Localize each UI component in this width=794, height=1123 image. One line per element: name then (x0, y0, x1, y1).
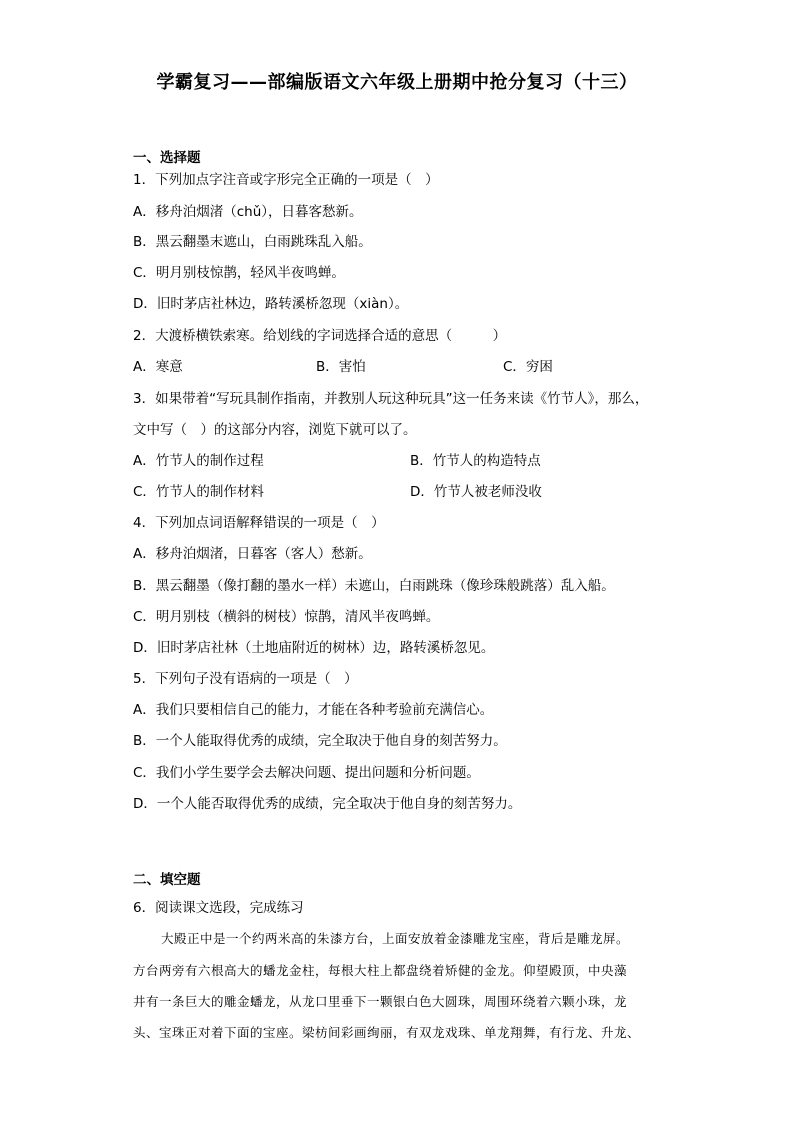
question-1-stem: 1．下列加点字注音或字形完全正确的一项是（ ） (133, 172, 439, 188)
question-4-option-d: D．旧时茅店社林（土地庙附近的树林）边，路转溪桥忽见。 (133, 640, 495, 656)
question-1-option-c: C．明月别枝惊鹊，轻风半夜鸣蝉。 (133, 265, 345, 281)
question-5-option-b: B．一个人能取得优秀的成绩，完全取决于他自身的刻苦努力。 (133, 733, 507, 749)
question-5-option-d: D．一个人能否取得优秀的成绩，完全取决于他自身的刻苦努力。 (133, 796, 522, 812)
question-4-option-b: B．黑云翻墨（像打翻的墨水一样）未遮山，白雨跳珠（像珍珠般跳落）乱入船。 (133, 578, 615, 594)
page-title: 学霸复习——部编版语文六年级上册期中抢分复习（十三） (156, 72, 638, 93)
question-3-option-a: A．竹节人的制作过程 (133, 453, 264, 469)
question-3-option-b: B．竹节人的构造特点 (410, 453, 541, 469)
question-5-stem: 5．下列句子没有语病的一项是（ ） (133, 671, 358, 687)
question-4-option-a: A．移舟泊烟渚，日暮客（客人）愁新。 (133, 546, 372, 562)
question-6-stem: 6．阅读课文选段，完成练习 (133, 900, 304, 916)
question-1-option-a: A．移舟泊烟渚（chǔ），日暮客愁新。 (133, 204, 363, 220)
question-2-option-a: A．寒意 (133, 359, 183, 375)
question-3-option-d: D．竹节人被老师没收 (410, 484, 542, 500)
question-4-stem: 4．下列加点词语解释错误的一项是（ ） (133, 515, 385, 531)
passage-line-4: 头、宝珠正对着下面的宝座。梁枋间彩画绚丽，有双龙戏珠、单龙翔舞，有行龙、升龙、 (133, 1025, 641, 1040)
question-5-option-c: C．我们小学生要学会去解决问题、提出问题和分析问题。 (133, 765, 480, 781)
question-3-stem-line1: 3．如果带着“写玩具制作指南，并教别人玩这种玩具”这一任务来读《竹节人》，那么， (133, 391, 649, 407)
question-4-option-c: C．明月别枝（横斜的树枝）惊鹊，清风半夜鸣蝉。 (133, 609, 440, 625)
question-3-option-c: C．竹节人的制作材料 (133, 484, 264, 500)
question-5-option-a: A．我们只要相信自己的能力，才能在各种考验前充满信心。 (133, 702, 494, 718)
question-1-option-b: B．黑云翻墨末遮山，白雨跳珠乱入船。 (133, 234, 372, 250)
question-2-option-c: C．穷困 (503, 359, 553, 375)
section-heading-choice: 一、选择题 (133, 150, 201, 166)
passage-line-2: 方台两旁有六根高大的蟠龙金柱，每根大柱上都盘绕着矫健的金龙。仰望殿顶，中央藻 (133, 963, 628, 978)
question-1-option-d: D．旧时茅店社林边，路转溪桥忽现（xiàn）。 (133, 296, 409, 312)
section-heading-fill: 二、填空题 (133, 872, 201, 888)
passage-line-1: 大殿正中是一个约两米高的朱漆方台，上面安放着金漆雕龙宝座，背后是雕龙屏。 (161, 931, 630, 946)
question-3-stem-line2: 文中写（ ）的这部分内容，浏览下就可以了。 (133, 422, 417, 438)
passage-line-3: 井有一条巨大的雕金蟠龙，从龙口里垂下一颗银白色大圆珠，周围环绕着六颗小珠，龙 (133, 994, 628, 1009)
question-2-option-b: B．害怕 (316, 359, 366, 375)
question-2-stem: 2．大渡桥横铁索寒。给划线的字词选择合适的意思（ ） (133, 328, 507, 344)
